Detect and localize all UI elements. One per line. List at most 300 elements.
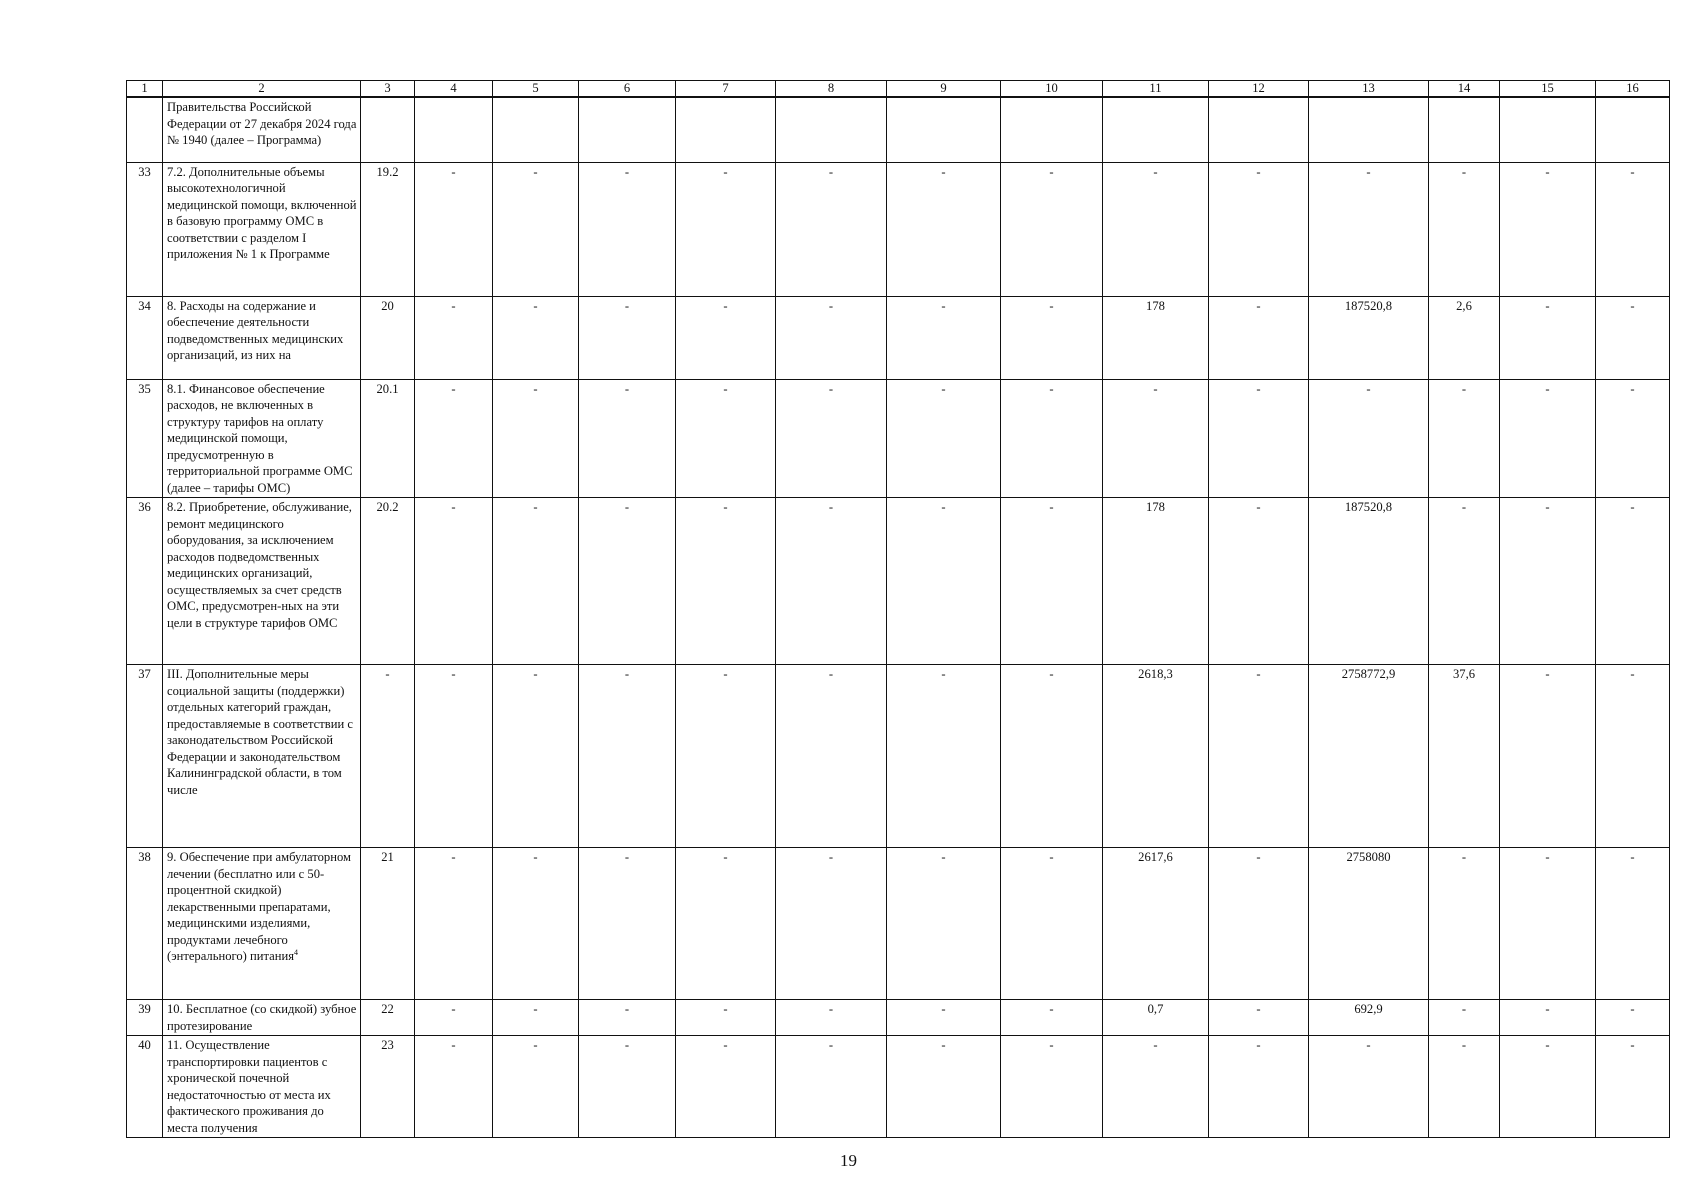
row-number — [127, 1000, 163, 1036]
table-cell — [1209, 848, 1309, 1000]
cell-text: 187520,8 — [1344, 500, 1393, 514]
column-header: 13 — [1309, 81, 1429, 98]
cell-text: - — [1256, 164, 1261, 179]
cell-text: - — [533, 500, 538, 514]
cell-text: Правительства Российской Федерации от 27 декабря 2024 года № 1940 (далее – Программа) — [167, 100, 357, 147]
table-cell — [1429, 97, 1500, 162]
cell-text: 21 — [381, 850, 394, 864]
cell-text: 0,7 — [1147, 1002, 1164, 1016]
cell-text: - — [1153, 381, 1158, 396]
cell-text: 692,9 — [1354, 1002, 1383, 1016]
table-cell — [1596, 379, 1670, 498]
cell-text: - — [1049, 1038, 1054, 1052]
cell-text: 8. Расходы на содержание и обеспечение деятельности подведомственных медицинских организаций, из них на — [167, 298, 344, 362]
cell-text: - — [723, 298, 728, 313]
cell-text: - — [723, 164, 728, 179]
table-cell — [415, 848, 493, 1000]
table-cell — [493, 162, 579, 296]
cell-text: - — [1630, 500, 1635, 514]
cell-text: - — [624, 1038, 630, 1052]
table-cell — [1103, 296, 1209, 379]
cell-text: - — [1049, 850, 1054, 864]
table-cell — [676, 665, 776, 848]
table-cell — [1103, 1000, 1209, 1036]
cell-text: - — [1049, 381, 1054, 396]
cell-text: - — [1630, 667, 1635, 681]
table-cell — [579, 97, 676, 162]
cell-text: - — [723, 667, 728, 681]
cell-text: 2617,6 — [1138, 850, 1173, 864]
table-cell — [1309, 665, 1429, 848]
table-cell — [579, 665, 676, 848]
cell-text: - — [941, 298, 946, 313]
cell-text: - — [1630, 1002, 1635, 1016]
cell-text: - — [723, 500, 728, 514]
table-cell — [887, 848, 1001, 1000]
table-cell — [887, 296, 1001, 379]
table-cell — [1596, 1000, 1670, 1036]
cell-text: - — [624, 850, 630, 864]
row-label — [163, 1036, 361, 1138]
table-cell — [1500, 1000, 1596, 1036]
table-cell — [676, 1036, 776, 1138]
table-cell — [579, 498, 676, 665]
row-label — [163, 498, 361, 665]
column-header: 7 — [676, 81, 776, 98]
table-cell — [361, 296, 415, 379]
table-cell — [579, 162, 676, 296]
table-cell — [1309, 1036, 1429, 1138]
cell-text: 34 — [138, 298, 151, 313]
cell-text: - — [624, 500, 630, 514]
column-header: 14 — [1429, 81, 1500, 98]
column-header: 9 — [887, 81, 1001, 98]
cell-text: - — [1256, 381, 1261, 396]
cell-text: - — [1049, 298, 1054, 313]
table-cell — [1429, 848, 1500, 1000]
cell-text: - — [1366, 164, 1371, 179]
row-label — [163, 1000, 361, 1036]
cell-text: - — [828, 1002, 834, 1016]
column-header: 6 — [579, 81, 676, 98]
table-cell — [1309, 296, 1429, 379]
table-cell — [676, 1000, 776, 1036]
column-header: 16 — [1596, 81, 1670, 98]
cell-text: 2618,3 — [1138, 667, 1173, 681]
cell-text: 10. Бесплатное (со скидкой) зубное протезирование — [167, 1002, 357, 1033]
table-cell — [361, 665, 415, 848]
cell-text: 37 — [138, 667, 151, 681]
cell-text: 178 — [1146, 500, 1165, 514]
cell-text: - — [828, 500, 834, 514]
table-cell — [1001, 296, 1103, 379]
table-cell — [1596, 498, 1670, 665]
cell-text: - — [941, 667, 946, 681]
row-number — [127, 162, 163, 296]
table-cell — [415, 379, 493, 498]
cell-text: 187520,8 — [1344, 298, 1393, 313]
cell-text: - — [828, 298, 834, 313]
table-cell — [1001, 379, 1103, 498]
cell-text: 23 — [381, 1038, 394, 1052]
cell-text: 20 — [381, 298, 394, 313]
table-cell — [1001, 97, 1103, 162]
table-cell — [493, 97, 579, 162]
cell-text: 37,6 — [1452, 667, 1476, 681]
cell-text: - — [828, 850, 834, 864]
cell-text: - — [1461, 1002, 1467, 1016]
table-cell — [676, 848, 776, 1000]
table-row — [127, 97, 1670, 162]
cell-text: - — [1366, 381, 1371, 396]
header-row — [127, 81, 1670, 98]
row-number — [127, 296, 163, 379]
cell-text: - — [1630, 298, 1635, 313]
cell-text: - — [1630, 381, 1635, 396]
cell-text: - — [533, 850, 538, 864]
table-cell — [1596, 296, 1670, 379]
table-cell — [776, 379, 887, 498]
table-cell — [361, 498, 415, 665]
table-cell — [1209, 498, 1309, 665]
footnote-marker: 4 — [293, 947, 298, 957]
table-cell — [493, 379, 579, 498]
cell-text: - — [723, 1002, 728, 1016]
cell-text: - — [828, 667, 834, 681]
table-cell — [493, 848, 579, 1000]
table-cell — [361, 1000, 415, 1036]
column-header: 8 — [776, 81, 887, 98]
column-header: 1 — [127, 81, 163, 98]
table-cell — [493, 1036, 579, 1138]
cell-text: - — [1256, 667, 1261, 681]
table-cell — [676, 498, 776, 665]
table-cell — [1103, 848, 1209, 1000]
cell-text: 39 — [138, 1002, 151, 1016]
table-cell — [1429, 665, 1500, 848]
cell-text: - — [533, 298, 538, 313]
table-cell — [1500, 1036, 1596, 1138]
cell-text: 178 — [1146, 298, 1165, 313]
row-number — [127, 498, 163, 665]
table-cell — [887, 1000, 1001, 1036]
cell-text: - — [941, 381, 946, 396]
table-cell — [579, 1000, 676, 1036]
cell-text: 8.2. Приобретение, обслуживание, ремонт медицинского оборудования, за исключением расходов подведомственных медицинских организаций, осуществляемых за счет средств ОМС, предусмотрен-ных на эти цели в структуре тарифов ОМС — [167, 500, 352, 630]
table-cell — [1596, 665, 1670, 848]
table-cell — [1209, 379, 1309, 498]
cell-text: - — [451, 667, 456, 681]
cell-text: - — [451, 298, 456, 313]
cell-text: - — [1461, 164, 1467, 179]
column-header: 10 — [1001, 81, 1103, 98]
table-cell — [1429, 296, 1500, 379]
table-cell — [1596, 1036, 1670, 1138]
cell-text: - — [1545, 850, 1550, 864]
table-cell — [776, 1000, 887, 1036]
table-row — [127, 665, 1670, 848]
table-cell — [1429, 498, 1500, 665]
cell-text: - — [451, 500, 456, 514]
cell-text: - — [1049, 667, 1054, 681]
table-cell — [1309, 162, 1429, 296]
cell-text: - — [1461, 1038, 1467, 1052]
cell-text: 33 — [138, 164, 151, 179]
table-cell — [1500, 379, 1596, 498]
cell-text: 8.1. Финансовое обеспечение расходов, не включенных в структуру тарифов на оплату медицинской помощи, предусмотренную в территориальной программе ОМС (далее – тарифы ОМС) — [167, 381, 353, 495]
column-header: 5 — [493, 81, 579, 98]
row-number — [127, 848, 163, 1000]
cell-text: - — [1256, 500, 1261, 514]
cell-text: 22 — [381, 1002, 394, 1016]
table-cell — [887, 665, 1001, 848]
column-header: 11 — [1103, 81, 1209, 98]
cell-text: - — [1153, 1038, 1158, 1052]
cell-text: - — [1256, 1038, 1261, 1052]
page-number: 19 — [840, 1151, 857, 1170]
cell-text: - — [1049, 1002, 1054, 1016]
cell-text: - — [1461, 500, 1467, 514]
table-cell — [776, 296, 887, 379]
column-header: 3 — [361, 81, 415, 98]
cell-text: - — [451, 850, 456, 864]
table-cell — [415, 1000, 493, 1036]
cell-text: - — [451, 381, 456, 396]
table-cell — [1103, 162, 1209, 296]
cell-text: - — [451, 1002, 456, 1016]
cell-text: - — [1049, 500, 1054, 514]
cell-text: - — [941, 1002, 946, 1016]
cell-text: 36 — [138, 500, 151, 514]
table-cell — [776, 665, 887, 848]
table-cell — [1209, 97, 1309, 162]
table-cell — [361, 1036, 415, 1138]
table-cell — [676, 162, 776, 296]
table-cell — [579, 1036, 676, 1138]
cell-text: 7.2. Дополнительные объемы высокотехнологичной медицинской помощи, включенной в базовую программу ОМС в соответствии с разделом I приложения № 1 к Программе — [167, 164, 357, 261]
table-cell — [1596, 97, 1670, 162]
table-cell — [493, 296, 579, 379]
table-cell — [1429, 379, 1500, 498]
table-cell — [887, 498, 1001, 665]
cell-text: - — [828, 381, 834, 396]
table-cell — [1596, 162, 1670, 296]
cell-text: 2,6 — [1456, 298, 1472, 313]
table-cell — [579, 379, 676, 498]
column-header: 15 — [1500, 81, 1596, 98]
table-cell — [1309, 97, 1429, 162]
table-cell — [361, 97, 415, 162]
cell-text: - — [624, 298, 630, 313]
table-cell — [415, 498, 493, 665]
cell-text: - — [1630, 164, 1635, 179]
table-cell — [493, 1000, 579, 1036]
cell-text: - — [828, 164, 834, 179]
cell-text: - — [1461, 381, 1467, 396]
table-cell — [415, 97, 493, 162]
table-cell — [1103, 498, 1209, 665]
cell-text: 40 — [138, 1038, 151, 1052]
table-cell — [1209, 162, 1309, 296]
table-cell — [493, 665, 579, 848]
table-cell — [1209, 665, 1309, 848]
table-cell — [1596, 848, 1670, 1000]
table-cell — [887, 162, 1001, 296]
cell-text: - — [1049, 164, 1054, 179]
cell-text: - — [941, 1038, 946, 1052]
table-cell — [776, 498, 887, 665]
cell-text: - — [941, 850, 946, 864]
table-cell — [776, 97, 887, 162]
cell-text: - — [723, 850, 728, 864]
table-cell — [676, 379, 776, 498]
cell-text: 2758772,9 — [1341, 667, 1396, 681]
table-cell — [1500, 296, 1596, 379]
table-cell — [1001, 498, 1103, 665]
cell-text: III. Дополнительные меры социальной защиты (поддержки) отдельных категорий граждан, предоставляемые в соответствии с законодательством Российской Федерации и законодательством Калининградской области, в том числе — [167, 667, 353, 797]
cell-text: - — [1630, 1038, 1635, 1052]
column-header: 2 — [163, 81, 361, 98]
table-cell — [776, 162, 887, 296]
data-table — [126, 80, 1670, 1138]
cell-text: - — [1545, 381, 1550, 396]
table-row — [127, 1000, 1670, 1036]
table-cell — [1103, 1036, 1209, 1138]
table-row — [127, 296, 1670, 379]
cell-text: - — [624, 667, 630, 681]
cell-text: - — [1256, 1002, 1261, 1016]
cell-text: - — [1256, 298, 1261, 313]
table-cell — [1001, 848, 1103, 1000]
cell-text: 38 — [138, 850, 151, 864]
column-header: 4 — [415, 81, 493, 98]
table-cell — [415, 296, 493, 379]
table-cell — [1500, 498, 1596, 665]
table-cell — [415, 665, 493, 848]
table-cell — [1001, 162, 1103, 296]
cell-text: - — [1545, 1002, 1550, 1016]
cell-text: - — [1545, 298, 1550, 313]
table-row — [127, 1036, 1670, 1138]
table-cell — [361, 162, 415, 296]
cell-text: - — [723, 381, 728, 396]
cell-text: 9. Обеспечение при амбулаторном лечении (бесплатно или с 50-процентной скидкой) лекарственными препаратами, медицинскими изделиями, продуктами лечебного (энтерального) питания — [167, 850, 351, 963]
row-number — [127, 379, 163, 498]
table-cell — [1500, 848, 1596, 1000]
cell-text: - — [1630, 850, 1635, 864]
cell-text: - — [723, 1038, 728, 1052]
cell-text: - — [1461, 850, 1467, 864]
cell-text: - — [533, 381, 538, 396]
table-cell — [579, 848, 676, 1000]
table-cell — [1309, 1000, 1429, 1036]
cell-text: 19.2 — [376, 164, 399, 179]
cell-text: 11. Осуществление транспортировки пациентов с хронической почечной недостаточностью от места их фактического проживания до места получения — [167, 1038, 331, 1135]
cell-text: - — [1545, 500, 1550, 514]
table-cell — [1209, 1000, 1309, 1036]
table-cell — [776, 1036, 887, 1138]
table-cell — [1429, 1000, 1500, 1036]
table-cell — [1309, 498, 1429, 665]
row-label — [163, 97, 361, 162]
table-row — [127, 498, 1670, 665]
table-cell — [887, 97, 1001, 162]
table-row — [127, 848, 1670, 1000]
cell-text: - — [1545, 1038, 1550, 1052]
cell-text: - — [1256, 850, 1261, 864]
table-cell — [361, 848, 415, 1000]
cell-text: - — [451, 1038, 456, 1052]
row-number — [127, 97, 163, 162]
table-cell — [415, 162, 493, 296]
table-cell — [887, 1036, 1001, 1138]
table-cell — [1429, 162, 1500, 296]
cell-text: - — [533, 1038, 538, 1052]
table-cell — [415, 1036, 493, 1138]
table-cell — [676, 97, 776, 162]
cell-text: - — [1366, 1038, 1371, 1052]
table-row — [127, 162, 1670, 296]
table-cell — [887, 379, 1001, 498]
table-cell — [579, 296, 676, 379]
cell-text: - — [1545, 164, 1550, 179]
table-cell — [1209, 296, 1309, 379]
row-label — [163, 162, 361, 296]
cell-text: - — [941, 500, 946, 514]
cell-text: - — [941, 164, 946, 179]
cell-text: - — [533, 164, 538, 179]
table-cell — [1001, 1000, 1103, 1036]
table-cell — [676, 296, 776, 379]
table-cell — [493, 498, 579, 665]
cell-text: - — [624, 164, 630, 179]
table-cell — [1103, 379, 1209, 498]
cell-text: 2758080 — [1346, 850, 1391, 864]
cell-text: 35 — [138, 381, 151, 396]
table-cell — [1309, 848, 1429, 1000]
table-cell — [1001, 665, 1103, 848]
column-header: 12 — [1209, 81, 1309, 98]
row-number — [127, 1036, 163, 1138]
table-cell — [776, 848, 887, 1000]
table-cell — [1103, 97, 1209, 162]
table-cell — [361, 379, 415, 498]
row-label — [163, 379, 361, 498]
cell-text: 20.1 — [376, 381, 399, 396]
row-number — [127, 665, 163, 848]
table-cell — [1500, 162, 1596, 296]
table-cell — [1103, 665, 1209, 848]
table-cell — [1500, 665, 1596, 848]
cell-text: - — [385, 667, 390, 681]
table-cell — [1429, 1036, 1500, 1138]
cell-text: - — [451, 164, 456, 179]
cell-text: - — [828, 1038, 834, 1052]
row-label — [163, 665, 361, 848]
table-cell — [1500, 97, 1596, 162]
cell-text: - — [624, 381, 630, 396]
table-cell — [1001, 1036, 1103, 1138]
cell-text: - — [533, 1002, 538, 1016]
table-row — [127, 379, 1670, 498]
cell-text: - — [1545, 667, 1550, 681]
row-label — [163, 296, 361, 379]
cell-text: - — [533, 667, 538, 681]
cell-text: - — [624, 1002, 630, 1016]
row-label — [163, 848, 361, 1000]
cell-text: - — [1153, 164, 1158, 179]
table-cell — [1309, 379, 1429, 498]
